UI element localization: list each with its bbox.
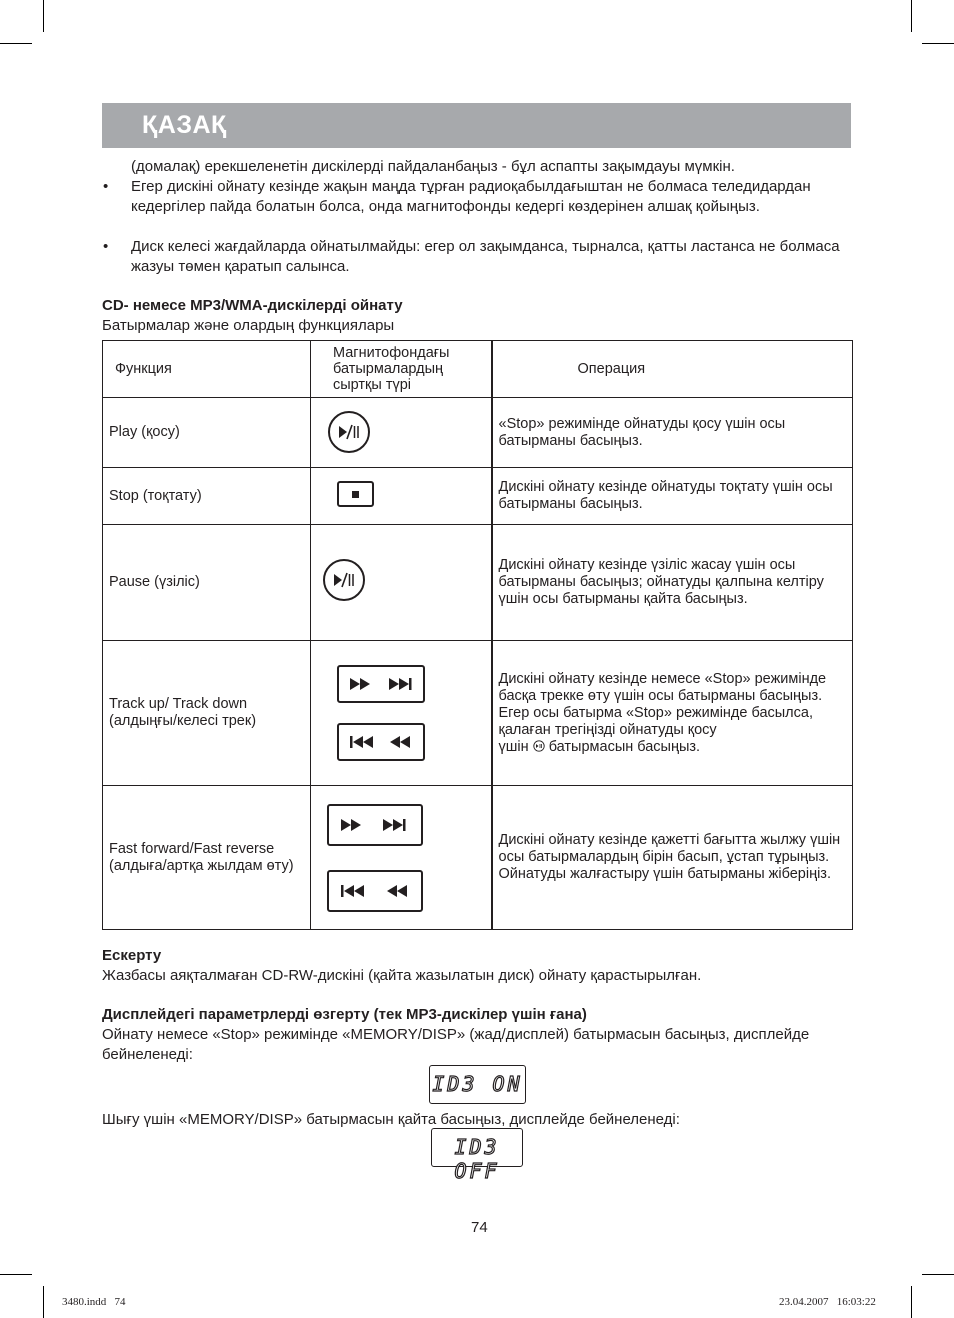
section-title-playback: CD- немесе MP3/WMA-дискілерді ойнату: [102, 297, 403, 314]
button-cell: [311, 398, 492, 468]
table-row: [103, 786, 853, 930]
function-cell: Fast forward/Fast reverse (алдыға/артқа жылдам өту): [103, 786, 311, 930]
crop-mark: [0, 1274, 32, 1275]
button-cell: [311, 641, 492, 786]
footer-datetime: 23.04.2007 16:03:22: [779, 1296, 876, 1308]
operation-text: Егер осы батырма «Stop» режимінде басылса, қалаған трегіңізді ойнатуды қосу: [498, 704, 813, 738]
intro-bullet-1: Егер дискіні ойнату кезінде жақын маңда тұрған радиоқабылдағыштан не болмаса теледидардан кедергілер пайда болатын болса, онда магнитофонды кедергі көздерінен алшақ қойыңыз.: [131, 178, 811, 215]
page-title: ҚАЗАҚ: [142, 111, 227, 139]
button-cell: [311, 525, 492, 641]
table-header-row: [103, 341, 853, 398]
play-pause-small-icon: [533, 740, 545, 752]
lcd-text: ID3 OFF: [454, 1135, 500, 1183]
operation-cell: [492, 641, 853, 786]
note-title: Ескерту: [102, 947, 162, 964]
operation-cell: Дискіні ойнату кезінде үзіліс жасау үшін осы батырманы басыңыз; ойнатуды қалпына келтіру үшін осы батырманы қайта басыңыз.: [492, 525, 853, 641]
crop-mark: [911, 1286, 912, 1318]
function-cell: Stop (тоқтату): [103, 468, 311, 525]
table-row: [103, 641, 853, 786]
section-subtitle: Батырмалар және олардың функциялары: [102, 317, 395, 334]
operation-cell: Дискіні ойнату кезінде қажетті бағытта жылжу үшін осы батырмалардың бірін басып, ұстап тұрыңыз. Ойнатуды жалғастыру үшін батырманы жіберіңіз.: [492, 786, 853, 930]
button-functions-table: [102, 340, 853, 930]
function-cell: Pause (үзіліс): [103, 525, 311, 641]
crop-mark: [922, 1274, 954, 1275]
operation-text-with-icon: үшін батырмасын басыңыз.: [498, 738, 701, 755]
operation-cell: Дискіні ойнату кезінде ойнатуды тоқтату үшін осы батырманы басыңыз.: [492, 468, 853, 525]
language-header-bar: [102, 103, 851, 148]
intro-line: (домалақ) ерекшеленетін дискілерді пайдаланбаңыз - бұл аспапты зақымдауы мүмкін.: [131, 158, 735, 175]
fast-reverse-icon: [327, 870, 423, 912]
bullet-mark: •: [103, 178, 109, 195]
table-row: [103, 398, 853, 468]
button-cell: [311, 786, 492, 930]
bullet-mark: •: [103, 238, 109, 255]
operation-text: Дискіні ойнату кезінде немесе «Stop» режимінде басқа трекке өту үшін осы батырманы басыңыз.: [498, 670, 827, 704]
stop-icon: [337, 481, 374, 507]
note-text: Жазбасы аяқталмаған CD-RW-дискіні (қайта жазылатын диск) ойнату қарастырылған.: [102, 967, 702, 984]
crop-mark: [43, 0, 44, 32]
header-operation: Операция: [492, 341, 853, 398]
crop-mark: [911, 0, 912, 32]
display-instructions-1: Ойнату немесе «Stop» режимінде «MEMORY/DISP» (жад/дисплей) батырмасын басыңыз, дисплейде бейнеленеді:: [102, 1026, 810, 1063]
header-buttons: Магнитофондағы батырмалардың сыртқы түрі: [311, 341, 492, 398]
skip-forward-icon: [337, 665, 425, 703]
play-pause-icon: [328, 411, 370, 453]
display-instructions-2: Шығу үшін «MEMORY/DISP» батырмасын қайта басыңыз, дисплейде бейнеленеді:: [102, 1111, 680, 1128]
function-cell: Play (қосу): [103, 398, 311, 468]
table-row: [103, 525, 853, 641]
button-cell: [311, 468, 492, 525]
play-pause-icon: [323, 559, 365, 601]
crop-mark: [922, 43, 954, 44]
crop-mark: [43, 1286, 44, 1318]
skip-back-icon: [337, 723, 425, 761]
header-function: Функция: [103, 341, 311, 398]
intro-bullet-2: Диск келесі жағдайларда ойнатылмайды: егер ол зақымданса, тырналса, қатты ластанса не болмаса жазуы төмен қаратып салынса.: [131, 238, 840, 275]
footer-file: 3480.indd 74: [62, 1296, 126, 1308]
table-row: [103, 468, 853, 525]
function-cell: Track up/ Track down (алдыңғы/келесі трек): [103, 641, 311, 786]
section-title-display: Дисплейдегі параметрлерді өзгерту (тек MP3-дискілер үшін ғана): [102, 1006, 587, 1023]
operation-cell: «Stop» режимінде ойнатуды қосу үшін осы батырманы басыңыз.: [492, 398, 853, 468]
lcd-display-off: [431, 1128, 523, 1183]
crop-mark: [0, 43, 32, 44]
page-number: 74: [471, 1219, 488, 1236]
fast-forward-icon: [327, 804, 423, 846]
lcd-text: ID3 ON: [432, 1072, 523, 1096]
lcd-display-on: [429, 1065, 526, 1104]
